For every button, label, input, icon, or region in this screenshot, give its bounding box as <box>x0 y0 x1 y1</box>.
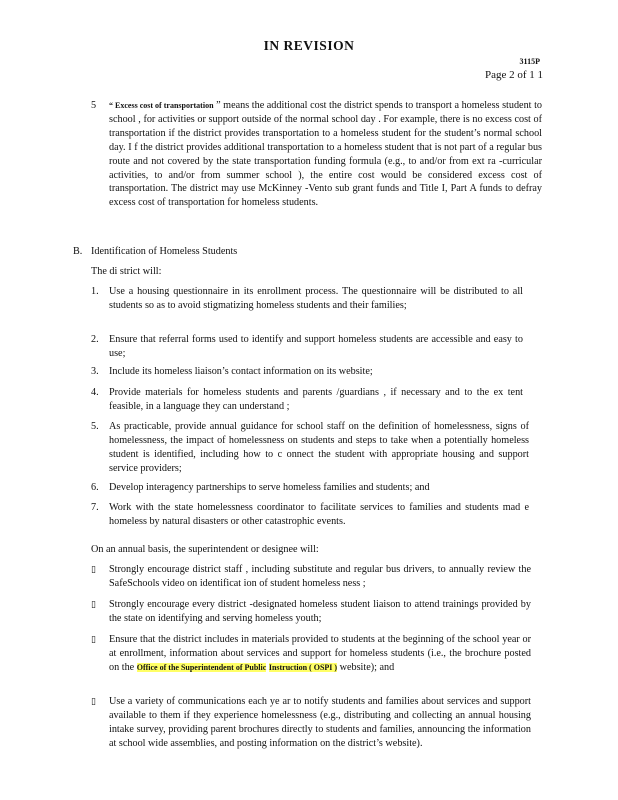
item-5-paragraph <box>109 99 542 210</box>
policy-number: 3115P <box>519 57 540 66</box>
ospi-link-line-2[interactable]: Instruction ( OSPI ) <box>268 662 338 672</box>
item-5-number: 5 <box>91 100 97 111</box>
list-item-number: 2. <box>91 334 99 345</box>
section-b-intro: The di strict will: <box>91 266 162 277</box>
bullet-icon: ▯ <box>91 634 96 644</box>
list-item-number: 6. <box>91 482 99 493</box>
bullet-item: Strongly encourage every district -designated homeless student liaison to attend trainings provided by the state on identifying and serving homeless youth; <box>109 599 531 624</box>
bullet-item-tail: website); and <box>337 661 395 673</box>
list-item-number: 7. <box>91 502 99 513</box>
list-item-number: 4. <box>91 387 99 398</box>
list-item: Include its homeless liaison’s contact information on its website; <box>109 366 373 377</box>
bullet-icon: ▯ <box>91 696 96 706</box>
list-item: Use a housing questionnaire in its enrollment process. The questionnaire will be distributed to all students so as to avoid stigmatizing homeless students and their families; <box>109 286 523 311</box>
annual-intro: On an annual basis, the superintendent or designee will: <box>91 544 319 555</box>
list-item-number: 3. <box>91 366 99 377</box>
list-item-number: 5. <box>91 421 99 432</box>
section-b-heading: Identification of Homeless Students <box>91 246 238 257</box>
item-5-term: “ Excess cost of transportation <box>109 101 214 110</box>
page-title: IN REVISION <box>263 38 355 53</box>
ospi-link-line-1[interactable]: Office of the Superintendent of Public <box>136 662 267 672</box>
bullet-icon: ▯ <box>91 564 96 574</box>
list-item: As practicable, provide annual guidance for school staff on the definition of homelessness, signs of homelessness, the impact of homelessness on students and steps to take when a potentially homeless student is identified, including how to c onnect the student with appropriate housing and support service providers; <box>109 421 529 474</box>
section-b-letter: B. <box>73 246 83 257</box>
bullet-item-text: Ensure that the district includes in materials provided to students at the beginning of the school year or at enrollment, information about services and support for homeless students (i.e., the brochure posted on the <box>109 634 531 673</box>
item-5-text: ” means the additional cost the district spends to transport a homeless student to school , for activities or support outside of the normal school day . For example, there is no excess cost of transportation if the district provides transportation to a homeless student for the student’s normal school day. I f the district provides additional transportation to a homeless student that is not part of a regular bus route and not covered by the state transportation funding formula (e.g., to and/or from ext ra -curricular activities, to and/or from summer school ), the entire cost would be considered excess cost of transportation. The district may use McKinney -Vento sub grant funds and Title I, Part A funds to defray excess cost of transportation for homeless students. <box>109 100 542 209</box>
list-item: Provide materials for homeless students and parents /guardians , if necessary and to the ex tent feasible, in a language they can understand ; <box>109 387 523 412</box>
bullet-item: Strongly encourage district staff , including substitute and regular bus drivers, to annually review the SafeSchools video on identificat ion of student homeless ness ; <box>109 564 531 589</box>
list-item: Develop interagency partnerships to serve homeless families and students; and <box>109 482 430 493</box>
list-item: Ensure that referral forms used to identify and support homeless students are accessible and easy to use; <box>109 334 523 359</box>
list-item: Work with the state homelessness coordinator to facilitate services to families and students mad e homeless by natural disasters or other catastrophic events. <box>109 502 529 527</box>
page-number: Page 2 of 1 1 <box>484 69 543 81</box>
bullet-item: Use a variety of communications each ye ar to notify students and families about services and support available to them if they experience homelessness (e.g., distributing and collecting an annual housing intake survey, providing parent brochures directly to students and families, announcing the information at school wide assemblies, and posting information on the district’s website). <box>109 696 531 749</box>
bullet-item <box>109 633 531 675</box>
list-item-number: 1. <box>91 286 99 297</box>
bullet-icon: ▯ <box>91 599 96 609</box>
